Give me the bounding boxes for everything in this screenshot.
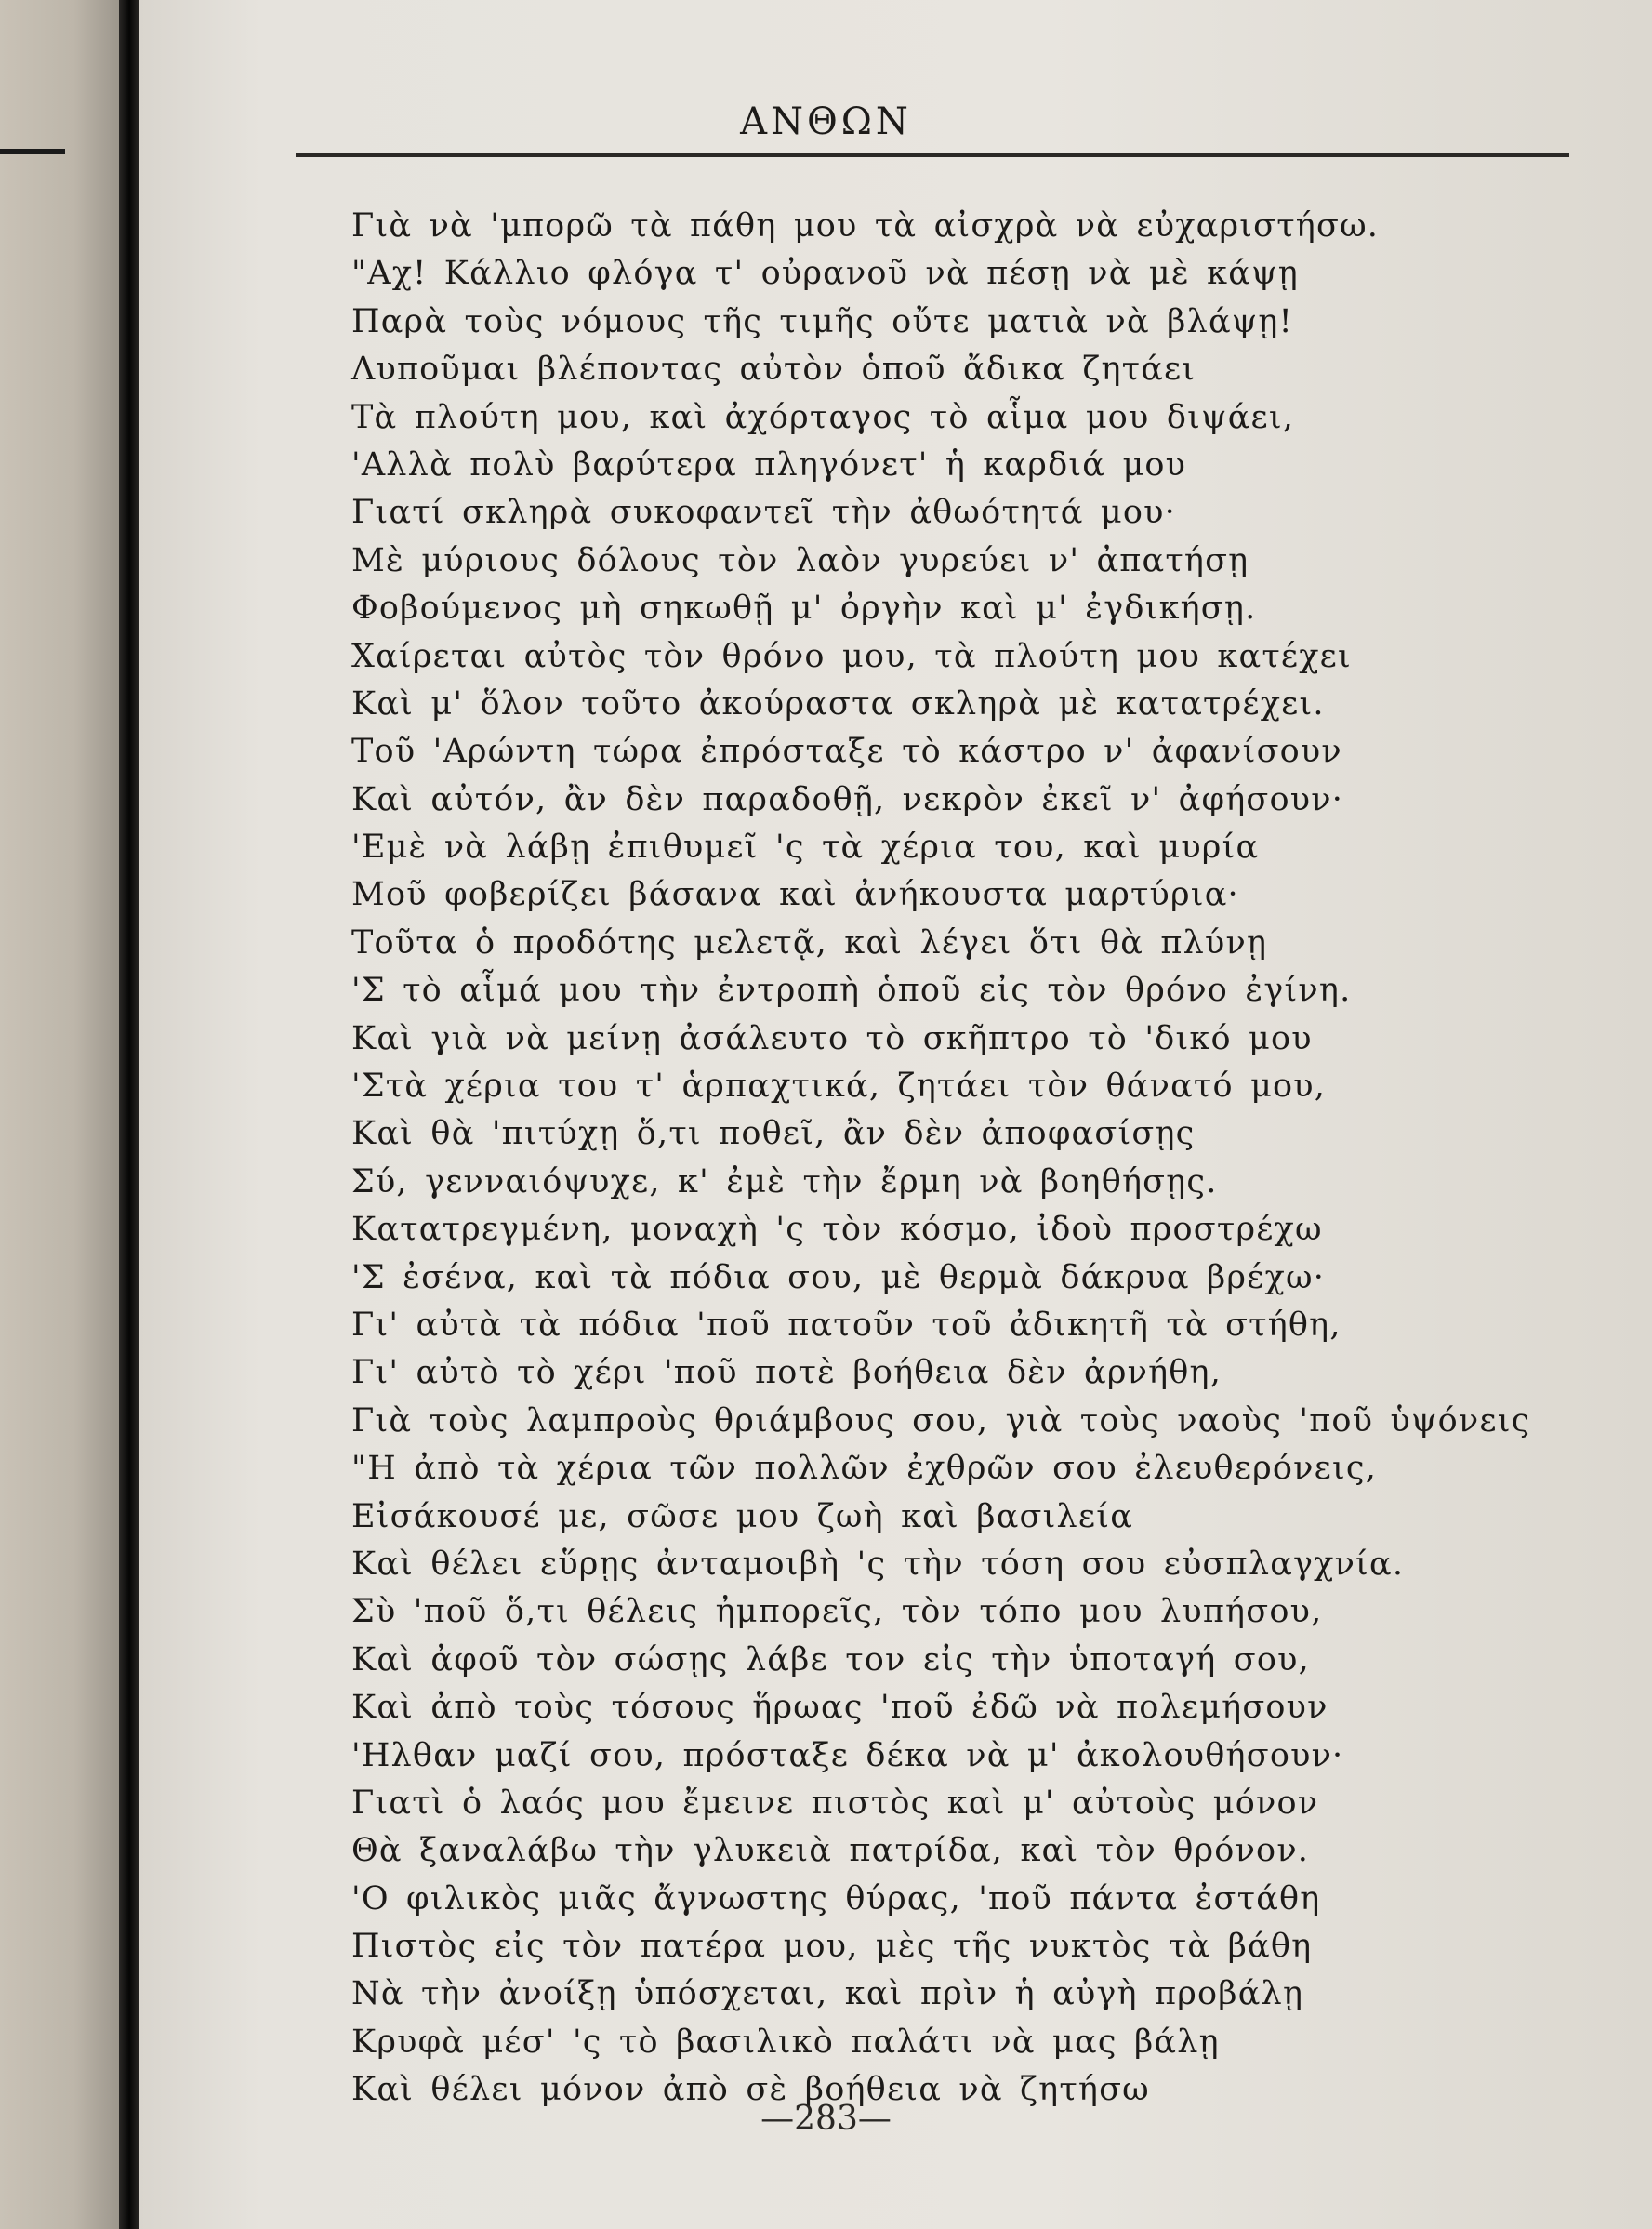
- verse-line: Παρὰ τοὺς νόμους τῆς τιμῆς οὔτε ματιὰ νὰ βλάψῃ!: [351, 302, 1293, 340]
- verse-line: Πιστὸς εἰς τὸν πατέρα μου, μὲς τῆς νυκτὸς τὰ βάθη: [351, 1928, 1313, 1966]
- verse-line: Γι' αὐτὰ τὰ πόδια 'ποῦ πατοῦν τοῦ ἀδικητῆ τὰ στήθη,: [351, 1306, 1341, 1344]
- header-rule: [296, 153, 1569, 157]
- verse-line: "Η ἀπὸ τὰ χέρια τῶν πολλῶν ἐχθρῶν σου ἐλευθερόνεις,: [351, 1450, 1378, 1488]
- verse-line: "Αχ! Κάλλιο φλόγα τ' οὐρανοῦ νὰ πέσῃ νὰ μὲ κάψῃ: [351, 255, 1299, 293]
- verse-line: Εἰσάκουσέ με, σῶσε μου ζωὴ καὶ βασιλεία: [351, 1497, 1134, 1535]
- verse-line: Χαίρεται αὐτὸς τὸν θρόνο μου, τὰ πλούτη μου κατέχει: [351, 637, 1352, 675]
- verse-line: 'Αλλὰ πολὺ βαρύτερα πληγόνετ' ἡ καρδιά μου: [351, 445, 1187, 484]
- verse-line: Μοῦ φοβερίζει βάσανα καὶ ἀνήκουστα μαρτύρια·: [351, 876, 1239, 914]
- running-head: ΑΝΘΩΝ: [740, 100, 912, 143]
- page-number: —283—: [760, 2100, 892, 2138]
- verse-line: 'Εμὲ νὰ λάβῃ ἐπιθυμεῖ 'ς τὰ χέρια του, καὶ μυρία: [351, 829, 1260, 867]
- verse-line: 'Ο φιλικὸς μιᾶς ἄγνωστης θύρας, 'ποῦ πάντα ἐστάθη: [351, 1879, 1321, 1917]
- verse-line: Σύ, γενναιόψυχε, κ' ἐμὲ τὴν ἔρμη νὰ βοηθήσῃς.: [351, 1162, 1218, 1201]
- verse-line: Κατατρεγμένη, μοναχὴ 'ς τὸν κόσμο, ἰδοὺ προστρέχω: [351, 1211, 1323, 1249]
- verse-line: 'Σ ἐσένα, καὶ τὰ πόδια σου, μὲ θερμὰ δάκρυα βρέχω·: [351, 1258, 1326, 1296]
- verse-line: Καὶ θὰ 'πιτύχῃ ὅ,τι ποθεῖ, ἂν δὲν ἀποφασίσῃς: [351, 1115, 1196, 1153]
- verse-line: Καὶ ἀφοῦ τὸν σώσῃς λάβε τον εἰς τὴν ὑποταγή σου,: [351, 1640, 1310, 1678]
- verse-line: Καὶ θέλει μόνον ἀπὸ σὲ βοήθεια νὰ ζητήσω: [351, 2071, 1150, 2109]
- verse-line: Τοῦτα ὁ προδότης μελετᾷ, καὶ λέγει ὅτι θὰ πλύνῃ: [351, 923, 1268, 962]
- poem-text: [351, 203, 1560, 2115]
- verse-line: Νὰ τὴν ἀνοίξῃ ὑπόσχεται, καὶ πρὶν ἡ αὐγὴ προβάλῃ: [351, 1975, 1304, 2013]
- verse-line: Καὶ ἀπὸ τοὺς τόσους ἥρωας 'ποῦ ἐδῶ νὰ πολεμήσουν: [351, 1689, 1328, 1727]
- verse-line: Γιατὶ ὁ λαός μου ἔμεινε πιστὸς καὶ μ' αὐτοὺς μόνον: [351, 1784, 1319, 1822]
- facing-page-edge: [0, 0, 123, 2229]
- verse-line: Φοβούμενος μὴ σηκωθῇ μ' ὀργὴν καὶ μ' ἐγδικήσῃ.: [351, 590, 1257, 628]
- verse-line: Καὶ γιὰ νὰ μείνῃ ἀσάλευτο τὸ σκῆπτρο τὸ 'δικό μου: [351, 1019, 1313, 1057]
- verse-line: 'Στὰ χέρια του τ' ἁρπαχτικά, ζητάει τὸν θάνατό μου,: [351, 1068, 1327, 1106]
- verse-line: Γιὰ τοὺς λαμπροὺς θριάμβους σου, γιὰ τοὺς ναοὺς 'ποῦ ὑψόνεις: [351, 1401, 1531, 1440]
- verse-line: Θὰ ξαναλάβω τὴν γλυκειὰ πατρίδα, καὶ τὸν θρόνον.: [351, 1832, 1310, 1870]
- verse-line: Σὺ 'ποῦ ὅ,τι θέλεις ἠμπορεῖς, τὸν τόπο μου λυπήσου,: [351, 1593, 1323, 1631]
- verse-line: Μὲ μύριους δόλους τὸν λαὸν γυρεύει ν' ἀπατήσῃ: [351, 541, 1249, 579]
- verse-line: Λυποῦμαι βλέποντας αὐτὸν ὁποῦ ἄδικα ζητάει: [351, 351, 1196, 389]
- verse-line: Καὶ αὐτόν, ἂν δὲν παραδοθῇ, νεκρὸν ἐκεῖ ν' ἀφήσουν·: [351, 780, 1344, 818]
- verse-line: Τοῦ 'Αρώντη τώρα ἐπρόσταξε τὸ κάστρο ν' ἀφανίσουν: [351, 733, 1342, 771]
- verse-line: 'Ηλθαν μαζί σου, πρόσταξε δέκα νὰ μ' ἀκολουθήσουν·: [351, 1736, 1344, 1774]
- verse-line: Καὶ μ' ὅλον τοῦτο ἀκούραστα σκληρὰ μὲ κατατρέχει.: [351, 684, 1325, 723]
- verse-line: Γιὰ νὰ 'μπορῶ τὰ πάθη μου τὰ αἰσχρὰ νὰ εὐχαριστήσω.: [351, 207, 1380, 245]
- verse-line: Κρυφὰ μέσ' 'ς τὸ βασιλικὸ παλάτι νὰ μας βάλῃ: [351, 2023, 1220, 2061]
- verse-line: 'Σ τὸ αἷμά μου τὴν ἐντροπὴ ὁποῦ εἰς τὸν θρόνο ἐγίνη.: [351, 972, 1352, 1010]
- facing-page-rule: [0, 149, 65, 154]
- verse-line: Τὰ πλούτη μου, καὶ ἀχόρταγος τὸ αἷμα μου διψάει,: [351, 398, 1295, 436]
- book-gutter: [119, 0, 139, 2229]
- verse-line: Καὶ θέλει εὕρῃς ἀνταμοιβὴ 'ς τὴν τόση σου εὐσπλαγχνία.: [351, 1545, 1405, 1583]
- verse-line: Γι' αὐτὸ τὸ χέρι 'ποῦ ποτὲ βοήθεια δὲν ἀρνήθη,: [351, 1354, 1222, 1392]
- verse-line: Γιατί σκληρὰ συκοφαντεῖ τὴν ἀθωότητά μου·: [351, 494, 1176, 532]
